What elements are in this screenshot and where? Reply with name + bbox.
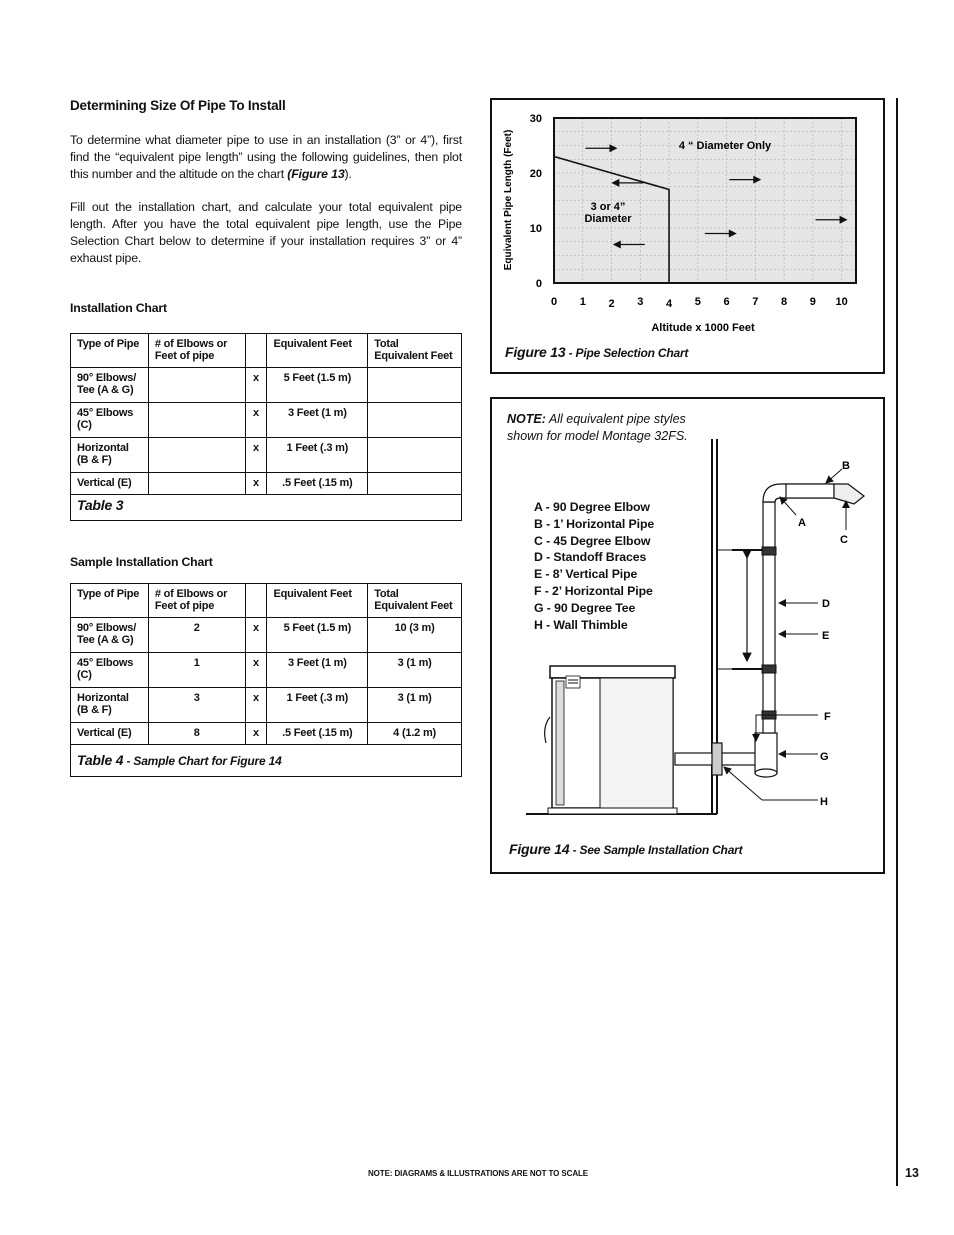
intro-text-end: ). [344, 167, 352, 181]
installation-diagram [490, 397, 885, 874]
cell-total: 4 (1.2 m) [368, 723, 462, 745]
footer-note: NOTE: DIAGRAMS & ILLUSTRATIONS ARE NOT TO SCALE [368, 1169, 589, 1178]
legend-item-d: D - Standoff Braces [534, 550, 647, 565]
cell-multiply: x [245, 438, 267, 473]
cell-equiv: .5 Feet (.15 m) [267, 473, 368, 495]
header-blank [245, 584, 267, 618]
cell-equiv: 3 Feet (1 m) [267, 653, 368, 688]
figure-reference: (Figure 13 [287, 167, 345, 181]
table-row [71, 438, 462, 473]
cell-multiply: x [245, 473, 267, 495]
table-row [71, 653, 462, 688]
cell-equiv: 1 Feet (.3 m) [267, 438, 368, 473]
cell-count: 3 [148, 688, 245, 723]
x-tick-label: 0 [550, 296, 558, 308]
label-g: G [820, 751, 829, 763]
cell-total[interactable] [368, 438, 462, 473]
header-equiv: Equivalent Feet [267, 334, 368, 368]
header-equiv: Equivalent Feet [267, 584, 368, 618]
table-header-row [71, 584, 462, 618]
header-total: Total Equivalent Feet [368, 584, 462, 618]
cell-count[interactable] [148, 403, 245, 438]
label-a: A [798, 517, 806, 529]
figure-13-caption-main: Figure 13 [505, 344, 566, 360]
legend-item-c: C - 45 Degree Elbow [534, 533, 651, 548]
table-row [71, 723, 462, 745]
callout-b [826, 469, 842, 483]
table-4-caption-main: Table 4 [77, 752, 124, 768]
vertical-pipe-shape [763, 502, 775, 733]
y-tick-label: 10 [529, 223, 542, 235]
cell-total: 10 (3 m) [368, 618, 462, 653]
y-axis-label: Equivalent Pipe Length (Feet) [503, 129, 514, 271]
x-tick-label: 9 [809, 296, 816, 308]
cell-count[interactable] [148, 438, 245, 473]
page-number: 13 [905, 1166, 919, 1180]
header-type: Type of Pipe [71, 584, 149, 618]
x-tick-label: 3 [637, 296, 644, 308]
cell-type: Horizontal (B & F) [71, 688, 149, 723]
top-horizontal-pipe [786, 484, 834, 498]
note-label: NOTE: [507, 412, 546, 426]
header-type: Type of Pipe [71, 334, 149, 368]
x-tick-label: 1 [579, 296, 586, 308]
table-row [71, 368, 462, 403]
45-elbow-shape [834, 484, 864, 504]
callout-a [780, 497, 796, 515]
x-axis-label: Altitude x 1000 Feet [651, 322, 755, 334]
cell-equiv: 1 Feet (.3 m) [267, 688, 368, 723]
cell-count[interactable] [148, 368, 245, 403]
header-count: # of Elbows or Feet of pipe [148, 584, 245, 618]
y-tick-labels [530, 113, 542, 290]
cell-type: Vertical (E) [71, 723, 149, 745]
legend-item-b: B - 1’ Horizontal Pipe [534, 516, 655, 531]
y-tick-label: 0 [535, 278, 542, 290]
cell-equiv: .5 Feet (.15 m) [267, 723, 368, 745]
label-c: C [840, 534, 848, 546]
cell-count: 8 [148, 723, 245, 745]
table-4-caption [71, 745, 462, 777]
cell-count: 1 [148, 653, 245, 688]
label-f: F [824, 711, 831, 723]
cell-total: 3 (1 m) [368, 653, 462, 688]
region-3or4-label-line1: 3 or 4” [590, 201, 626, 213]
intro-text: To determine what diameter pipe to use in an installation (3” or 4”), first find the “equivalent pipe length” using the following guidelines, then plot this number and the altitude on the chart [70, 133, 462, 181]
cell-equiv: 5 Feet (1.5 m) [267, 618, 368, 653]
cell-type: Horizontal (B & F) [71, 438, 149, 473]
cell-multiply: x [245, 653, 267, 688]
cell-multiply: x [245, 688, 267, 723]
legend-item-g: G - 90 Degree Tee [534, 600, 636, 615]
header-total: Total Equivalent Feet [368, 334, 462, 368]
sample-chart-title: Sample Installation Chart [70, 555, 213, 569]
cell-multiply: x [245, 618, 267, 653]
stove-drawing [545, 666, 677, 814]
cell-type: 90° Elbows/ Tee (A & G) [71, 618, 149, 653]
x-tick-label: 4 [665, 298, 673, 310]
cell-total[interactable] [368, 368, 462, 403]
instruction-paragraph: Fill out the installation chart, and calculate your total equivalent pipe length. After you have the total equivalent pipe length, use the Pipe Selection Chart below to determine if your installation requires 3” or 4” exhaust pipe. [70, 200, 462, 265]
note-text: All equivalent pipe styles shown for model Montage 32FS. [507, 412, 688, 443]
sample-chart-table [70, 583, 462, 777]
y-tick-label: 20 [529, 168, 542, 180]
cell-equiv: 5 Feet (1.5 m) [267, 368, 368, 403]
installation-chart-table [70, 333, 462, 521]
legend-item-e: E - 8’ Vertical Pipe [534, 567, 638, 582]
legend-item-f: F - 2’ Horizontal Pipe [534, 583, 653, 598]
cell-count: 2 [148, 618, 245, 653]
label-b: B [842, 460, 850, 472]
cell-type: 45° Elbows (C) [71, 403, 149, 438]
x-tick-label: 8 [781, 296, 788, 308]
table-row [71, 618, 462, 653]
tee-shape [755, 733, 777, 773]
region-3or4-label-line2: Diameter [584, 213, 632, 225]
legend-item-h: H - Wall Thimble [534, 617, 628, 632]
label-e: E [822, 630, 830, 642]
x-tick-label: 7 [752, 296, 759, 308]
region-4in-label: 4 “ Diameter Only [678, 140, 772, 152]
cell-equiv: 3 Feet (1 m) [267, 403, 368, 438]
figure-14-caption [509, 841, 742, 857]
cell-total: 3 (1 m) [368, 688, 462, 723]
wall-thimble-shape [712, 743, 722, 775]
figure-14-caption-sub: - See Sample Installation Chart [569, 843, 743, 857]
cell-multiply: x [245, 403, 267, 438]
cell-count[interactable] [148, 473, 245, 495]
header-count: # of Elbows or Feet of pipe [148, 334, 245, 368]
cell-type: 45° Elbows (C) [71, 653, 149, 688]
figure-13-caption-sub: - Pipe Selection Chart [565, 346, 689, 360]
cell-multiply: x [245, 723, 267, 745]
label-h: H [820, 796, 828, 808]
figure-13-caption [505, 344, 688, 360]
cell-type: Vertical (E) [71, 473, 149, 495]
x-tick-label: 6 [723, 296, 730, 308]
header-blank [245, 334, 267, 368]
table-header-row [71, 334, 462, 368]
cell-total[interactable] [368, 403, 462, 438]
table-4-caption-sub: - Sample Chart for Figure 14 [123, 754, 282, 768]
section-title: Determining Size Of Pipe To Install [70, 98, 286, 113]
table-row [71, 473, 462, 495]
table-row [71, 688, 462, 723]
installation-chart-title: Installation Chart [70, 301, 167, 315]
label-d: D [822, 598, 830, 610]
y-tick-label: 30 [529, 113, 542, 125]
x-tick-label: 5 [694, 296, 701, 308]
x-tick-label: 2 [608, 298, 615, 310]
table-3-caption: Table 3 [71, 495, 462, 521]
cell-total[interactable] [368, 473, 462, 495]
figure-14-caption-main: Figure 14 [509, 841, 570, 857]
x-tick-labels [551, 296, 848, 310]
right-margin-rule [896, 98, 898, 1186]
x-tick-label: 10 [835, 296, 848, 308]
intro-paragraph [70, 132, 462, 183]
cell-type: 90° Elbows/ Tee (A & G) [71, 368, 149, 403]
cell-multiply: x [245, 368, 267, 403]
pipe-selection-chart [490, 98, 885, 374]
table-row [71, 403, 462, 438]
legend-item-a: A - 90 Degree Elbow [534, 500, 650, 514]
